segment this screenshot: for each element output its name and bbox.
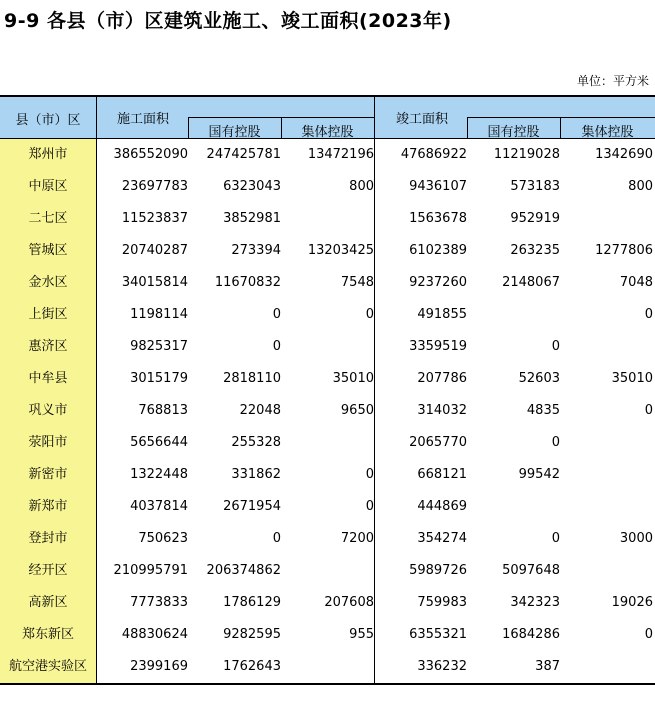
cell-completed-collective: 35010: [611, 371, 653, 386]
cell-completed-state-owned: 11219028: [493, 147, 560, 162]
cell-completed-area: 6355321: [409, 627, 467, 642]
cell-construction-collective: 7200: [340, 531, 374, 546]
header-divider: [374, 97, 375, 138]
table-row: [0, 523, 655, 555]
cell-completed-collective: 800: [628, 179, 653, 194]
region-name: 高新区: [0, 587, 97, 619]
region-name: 航空港实验区: [0, 651, 97, 683]
cell-construction-state-owned: 2671954: [223, 499, 281, 514]
cell-completed-collective: 0: [644, 403, 653, 418]
area-table: [0, 95, 655, 685]
cell-completed-collective: 0: [644, 627, 653, 642]
cell-completed-state-owned: [467, 299, 560, 331]
cell-construction-state-owned: 9282595: [223, 627, 281, 642]
header-divider: [188, 117, 374, 118]
table-row: [0, 363, 655, 395]
table-row: [0, 651, 655, 683]
region-name: 荥阳市: [0, 427, 97, 459]
cell-completed-state-owned: 263235: [510, 243, 560, 258]
header-completed-state-owned: 国有控股: [487, 125, 540, 140]
cell-construction-state-owned: 273394: [231, 243, 281, 258]
region-name: 新郑市: [0, 491, 97, 523]
cell-completed-state-owned: 342323: [510, 595, 560, 610]
header-completed-collective: 集体控股: [581, 125, 634, 140]
cell-completed-collective: 3000: [619, 531, 653, 546]
cell-construction-collective: 13472196: [307, 147, 374, 162]
cell-construction-state-owned: 0: [272, 307, 281, 322]
cell-construction-area: 750623: [138, 531, 188, 546]
table-row: [0, 235, 655, 267]
region-name: 经开区: [0, 555, 97, 587]
table-row: [0, 299, 655, 331]
region-name: 新密市: [0, 459, 97, 491]
region-name: 惠济区: [0, 331, 97, 363]
region-name: 金水区: [0, 267, 97, 299]
cell-completed-area: 491855: [417, 307, 467, 322]
cell-completed-area: 9237260: [409, 275, 467, 290]
header-divider: [96, 97, 97, 138]
table-row: [0, 203, 655, 235]
cell-construction-area: 1322448: [130, 467, 188, 482]
cell-construction-state-owned: 247425781: [206, 147, 281, 162]
header-region: 县（市）区: [15, 113, 81, 128]
cell-completed-area: 47686922: [400, 147, 467, 162]
cell-construction-area: 5656644: [130, 435, 188, 450]
cell-completed-area: 6102389: [409, 243, 467, 258]
cell-completed-area: 668121: [417, 467, 467, 482]
cell-completed-state-owned: 0: [551, 435, 560, 450]
table-row: [0, 587, 655, 619]
cell-construction-collective: 0: [365, 307, 374, 322]
table-row: [0, 491, 655, 523]
cell-construction-area: 11523837: [121, 211, 188, 226]
region-name: 管城区: [0, 235, 97, 267]
table-row: [0, 171, 655, 203]
cell-construction-area: 34015814: [121, 275, 188, 290]
table-row: [0, 331, 655, 363]
page-title: 9-9 各县（市）区建筑业施工、竣工面积(2023年): [4, 10, 452, 32]
cell-construction-area: 2399169: [130, 659, 188, 674]
table-row: [0, 619, 655, 651]
cell-construction-collective: 207608: [324, 595, 374, 610]
cell-construction-collective: 0: [365, 467, 374, 482]
cell-completed-collective: [560, 491, 653, 523]
cell-construction-area: 3015179: [130, 371, 188, 386]
cell-construction-collective: 9650: [340, 403, 374, 418]
header-divider: [467, 117, 655, 118]
cell-completed-collective: [560, 427, 653, 459]
cell-completed-state-owned: 5097648: [502, 563, 560, 578]
cell-construction-collective: 35010: [332, 371, 374, 386]
cell-construction-state-owned: 1786129: [223, 595, 281, 610]
table-row: [0, 139, 655, 171]
cell-construction-state-owned: 1762643: [223, 659, 281, 674]
cell-construction-state-owned: 0: [272, 531, 281, 546]
table-body: [0, 139, 655, 683]
cell-completed-state-owned: 1684286: [502, 627, 560, 642]
cell-completed-collective: 1342690: [595, 147, 653, 162]
cell-construction-collective: [281, 555, 374, 587]
cell-completed-area: 3359519: [409, 339, 467, 354]
cell-construction-state-owned: 3852981: [223, 211, 281, 226]
cell-construction-area: 20740287: [121, 243, 188, 258]
cell-completed-state-owned: 2148067: [502, 275, 560, 290]
region-name: 中牟县: [0, 363, 97, 395]
cell-completed-area: 5989726: [409, 563, 467, 578]
cell-completed-collective: 19026: [611, 595, 653, 610]
cell-completed-state-owned: 52603: [518, 371, 560, 386]
table-row: [0, 427, 655, 459]
cell-completed-area: 759983: [417, 595, 467, 610]
cell-completed-area: 2065770: [409, 435, 467, 450]
cell-completed-area: 314032: [417, 403, 467, 418]
cell-construction-area: 23697783: [121, 179, 188, 194]
cell-completed-state-owned: 0: [551, 531, 560, 546]
cell-construction-state-owned: 6323043: [223, 179, 281, 194]
cell-completed-state-owned: 0: [551, 339, 560, 354]
cell-completed-collective: [560, 331, 653, 363]
cell-completed-collective: 1277806: [595, 243, 653, 258]
region-name: 二七区: [0, 203, 97, 235]
cell-construction-state-owned: 11670832: [214, 275, 281, 290]
cell-construction-area: 7773833: [130, 595, 188, 610]
cell-completed-collective: [560, 203, 653, 235]
region-name: 郑东新区: [0, 619, 97, 651]
table-row: [0, 267, 655, 299]
cell-completed-state-owned: 573183: [510, 179, 560, 194]
region-name: 登封市: [0, 523, 97, 555]
cell-construction-area: 9825317: [130, 339, 188, 354]
header-completed-area: 竣工面积: [396, 112, 449, 127]
cell-completed-area: 444869: [417, 499, 467, 514]
cell-completed-area: 336232: [417, 659, 467, 674]
unit-label: 单位：平方米: [576, 74, 649, 88]
cell-construction-collective: 7548: [340, 275, 374, 290]
cell-completed-state-owned: 387: [535, 659, 560, 674]
cell-completed-area: 9436107: [409, 179, 467, 194]
cell-construction-state-owned: 2818110: [223, 371, 281, 386]
cell-completed-state-owned: 952919: [510, 211, 560, 226]
cell-completed-collective: [560, 555, 653, 587]
cell-construction-area: 210995791: [113, 563, 188, 578]
cell-construction-area: 48830624: [121, 627, 188, 642]
cell-completed-collective: [560, 651, 653, 683]
cell-completed-state-owned: [467, 491, 560, 523]
cell-construction-area: 768813: [138, 403, 188, 418]
cell-construction-collective: 800: [349, 179, 374, 194]
table-row: [0, 555, 655, 587]
cell-construction-collective: 0: [365, 499, 374, 514]
cell-construction-state-owned: 331862: [231, 467, 281, 482]
table-row: [0, 395, 655, 427]
region-name: 巩义市: [0, 395, 97, 427]
table-row: [0, 459, 655, 491]
cell-construction-state-owned: 22048: [239, 403, 281, 418]
cell-completed-state-owned: 99542: [518, 467, 560, 482]
cell-construction-collective: 13203425: [307, 243, 374, 258]
region-name: 郑州市: [0, 139, 97, 171]
cell-construction-area: 4037814: [130, 499, 188, 514]
header-construction-state-owned: 国有控股: [208, 125, 261, 140]
cell-construction-area: 1198114: [130, 307, 188, 322]
cell-completed-area: 354274: [417, 531, 467, 546]
cell-completed-collective: 7048: [619, 275, 653, 290]
cell-completed-area: 207786: [417, 371, 467, 386]
cell-construction-area: 386552090: [113, 147, 188, 162]
cell-completed-collective: [560, 459, 653, 491]
cell-construction-state-owned: 0: [272, 339, 281, 354]
region-name: 中原区: [0, 171, 97, 203]
region-name: 上街区: [0, 299, 97, 331]
header-construction-collective: 集体控股: [301, 125, 354, 140]
table-header: [0, 97, 655, 139]
cell-construction-collective: [281, 331, 374, 363]
cell-construction-state-owned: 206374862: [206, 563, 281, 578]
cell-construction-collective: [281, 651, 374, 683]
cell-construction-collective: [281, 427, 374, 459]
cell-completed-area: 1563678: [409, 211, 467, 226]
cell-completed-state-owned: 4835: [526, 403, 560, 418]
cell-completed-collective: 0: [644, 307, 653, 322]
header-construction-area: 施工面积: [117, 112, 170, 127]
cell-construction-collective: 955: [349, 627, 374, 642]
cell-construction-collective: [281, 203, 374, 235]
cell-construction-state-owned: 255328: [231, 435, 281, 450]
